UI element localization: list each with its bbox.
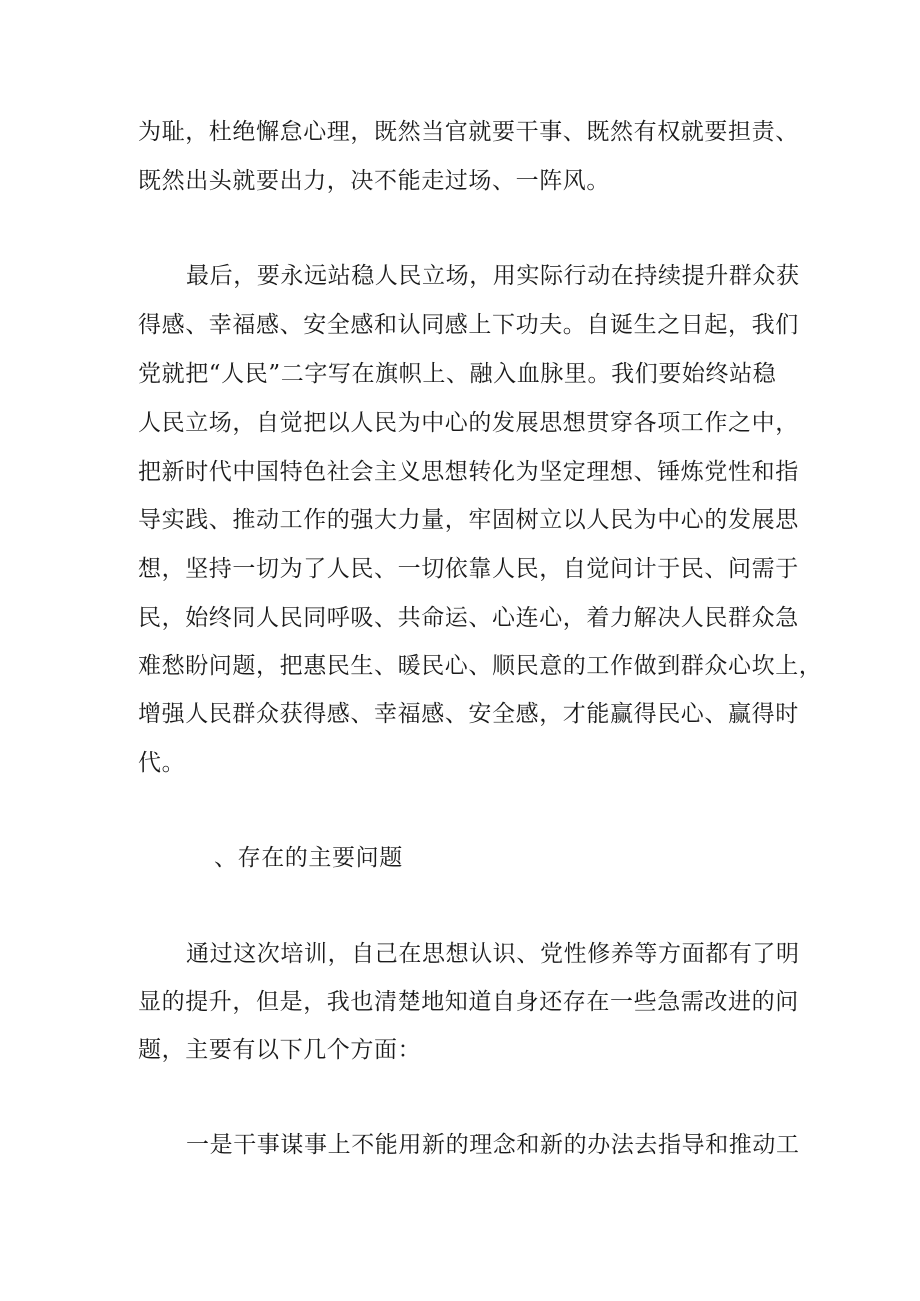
text-line: 最后，要永远站稳人民立场，用实际行动在持续提升群众获 (186, 263, 800, 289)
text-line: 一是干事谋事上不能用新的理念和新的办法去指导和推动工 (186, 1132, 800, 1158)
text-line: 既然出头就要出力，决不能走过场、一阵风。 (138, 168, 610, 194)
section-heading: 、存在的主要问题 (214, 845, 403, 871)
text-line: 为耻，杜绝懈怠心理，既然当官就要干事、既然有权就要担责、 (138, 119, 799, 145)
text-line: 通过这次培训，自己在思想认识、党性修养等方面都有了明 (186, 941, 800, 967)
text-line: 增强人民群众获得感、幸福感、安全感，才能赢得民心、赢得时 (138, 701, 799, 727)
text-line: 民，始终同人民同呼吸、共命运、心连心，着力解决人民群众急 (138, 605, 799, 631)
text-line: 难愁盼问题，把惠民生、暖民心、顺民意的工作做到群众心坎上， (138, 653, 823, 679)
text-line: 导实践、推动工作的强大力量，牢固树立以人民为中心的发展思 (138, 507, 799, 533)
text-line: 想，坚持一切为了人民、一切依靠人民，自觉问计于民、问需于 (138, 556, 799, 582)
text-line: 党就把“人民”二字写在旗帜上、融入血脉里。我们要始终站稳 (138, 361, 777, 387)
text-line: 代。 (138, 750, 186, 776)
text-line: 题，主要有以下几个方面： (138, 1037, 422, 1063)
text-line: 显的提升，但是，我也清楚地知道自身还存在一些急需改进的问 (138, 989, 799, 1015)
text-line: 人民立场，自觉把以人民为中心的发展思想贯穿各项工作之中， (138, 410, 799, 436)
text-line: 把新时代中国特色社会主义思想转化为坚定理想、锤炼党性和指 (138, 459, 799, 485)
text-line: 得感、幸福感、安全感和认同感上下功夫。自诞生之日起，我们 (138, 312, 799, 338)
